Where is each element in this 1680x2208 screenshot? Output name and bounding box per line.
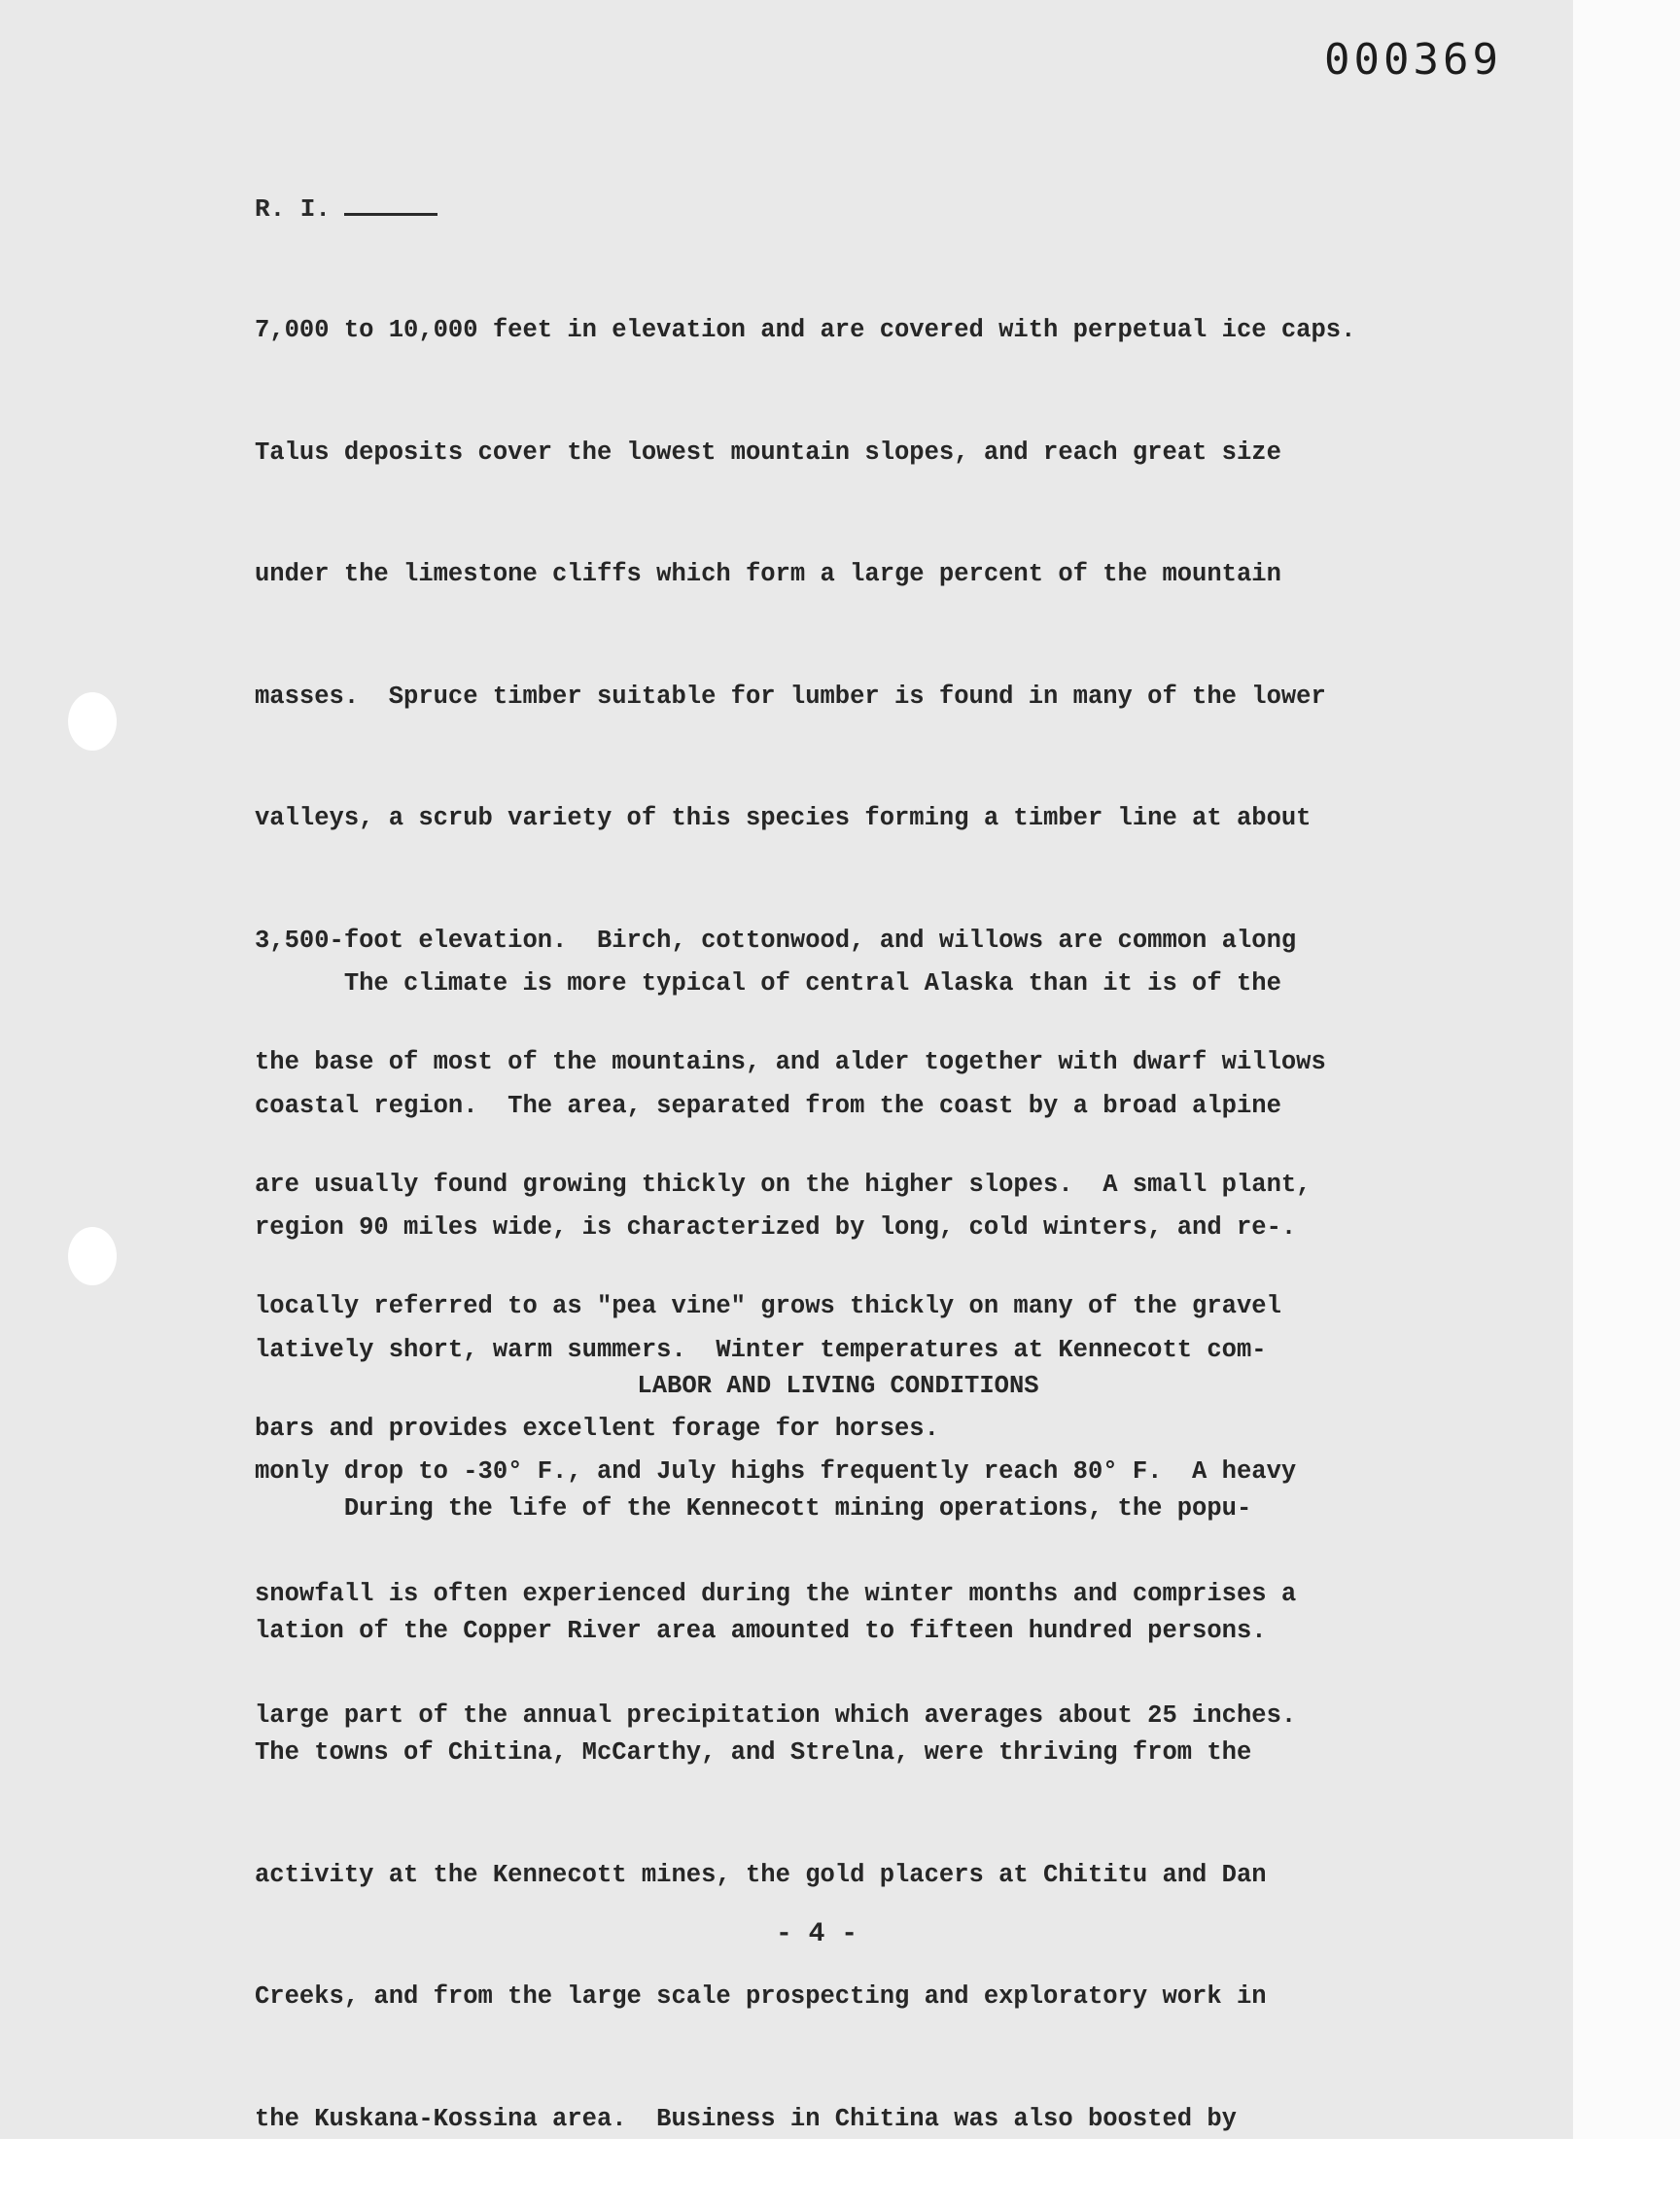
punch-hole	[68, 692, 117, 751]
text-line: bars and provides excellent forage for horses.	[255, 1414, 939, 1443]
scan-background	[1573, 0, 1680, 2139]
text-line: Creeks, and from the large scale prospecting and exploratory work in	[255, 1982, 1267, 2011]
text-line: large part of the annual precipitation which averages about 25 inches.	[255, 1701, 1297, 1730]
text-line: the Kuskana-Kossina area. Business in Chitina was also boosted by	[255, 2104, 1237, 2133]
document-number: 000369	[1324, 35, 1502, 85]
text-line: latively short, warm summers. Winter temperatures at Kennecott com-	[255, 1335, 1267, 1364]
text-line: Talus deposits cover the lowest mountain slopes, and reach great size	[255, 438, 1281, 467]
text-line: valleys, a scrub variety of this species forming a timber line at about	[255, 804, 1312, 832]
punch-hole	[68, 1227, 117, 1285]
text-line: The climate is more typical of central Alaska than it is of the	[255, 969, 1281, 998]
report-label	[255, 194, 438, 224]
text-line: are usually found growing thickly on the higher slopes. A small plant,	[255, 1170, 1312, 1199]
paragraph-3	[255, 1419, 1267, 2208]
report-number-blank	[344, 213, 438, 216]
report-label-text: R. I.	[255, 194, 332, 224]
text-line: During the life of the Kennecott mining operations, the popu-	[255, 1494, 1252, 1523]
page-number: - 4 -	[775, 1919, 858, 1949]
text-line: region 90 miles wide, is characterized by long, cold winters, and re-.	[255, 1213, 1297, 1242]
text-line: locally referred to as "pea vine" grows thickly on many of the gravel	[255, 1292, 1281, 1320]
text-line: coastal region. The area, separated from the coast by a broad alpine	[255, 1091, 1281, 1120]
text-line: 7,000 to 10,000 feet in elevation and are covered with perpetual ice caps.	[255, 316, 1356, 344]
text-line: lation of the Copper River area amounted to fifteen hundred persons.	[255, 1616, 1267, 1645]
text-line: 3,500-foot elevation. Birch, cottonwood, and willows are common along	[255, 926, 1297, 955]
text-line: activity at the Kennecott mines, the gold placers at Chititu and Dan	[255, 1860, 1267, 1889]
text-line: The towns of Chitina, McCarthy, and Strelna, were thriving from the	[255, 1738, 1252, 1767]
text-line: masses. Spruce timber suitable for lumber is found in many of the lower	[255, 682, 1326, 711]
text-line: monly drop to -30° F., and July highs frequently reach 80° F. A heavy	[255, 1457, 1297, 1486]
text-line: snowfall is often experienced during the winter months and comprises a	[255, 1579, 1297, 1608]
text-line: under the limestone cliffs which form a large percent of the mountain	[255, 560, 1281, 588]
text-line: the base of most of the mountains, and alder together with dwarf willows	[255, 1048, 1326, 1076]
section-heading: LABOR AND LIVING CONDITIONS	[637, 1372, 1039, 1400]
